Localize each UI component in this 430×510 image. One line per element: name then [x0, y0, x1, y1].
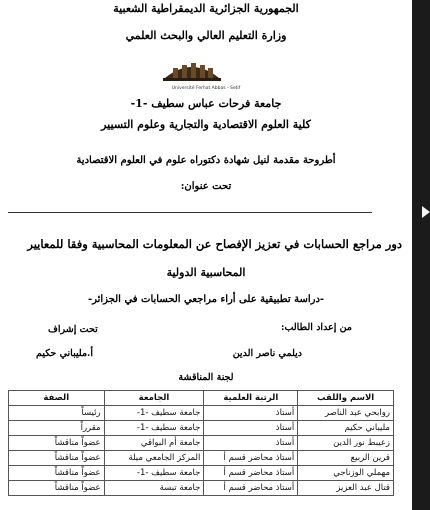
table-cell: مليباني حكيم [298, 421, 394, 436]
thesis-purpose: أطروحة مقدمة لنيل شهادة دكتوراه علوم في العلوم الاقتصادية [76, 155, 336, 166]
logo-caption: Université Ferhat Abbas - Setif [171, 86, 241, 91]
committee-heading: لجنة المناقشة [178, 372, 234, 383]
table-cell: جامعة سطيف -1- [104, 406, 204, 421]
university-name: جامعة فرحات عباس سطيف -1- [130, 97, 282, 110]
table-row [9, 466, 394, 481]
viewer-side-panel [412, 0, 430, 510]
table-row [9, 481, 394, 496]
column-header: الاسم واللقب [298, 391, 394, 406]
thesis-title-line2: المحاسبية الدولية [166, 266, 246, 279]
prepared-by-label: من إعداد الطالب: [280, 322, 352, 333]
table-cell: عضواً مناقشاً [9, 481, 105, 496]
under-title-label: تحت عنوان: [180, 181, 232, 192]
table-header-row [9, 391, 394, 406]
table-cell: جامعة سطيف -1- [104, 466, 204, 481]
supervisor-label: تحت إشراف [48, 324, 98, 335]
table-cell: أستاذ [204, 421, 298, 436]
table-cell: عضواً مناقشاً [9, 436, 105, 451]
column-header: الرتبة العلمية [204, 391, 298, 406]
table-cell: جامعة أم البواقي [104, 436, 204, 451]
table-cell: زعيبط نور الدين [298, 436, 394, 451]
table-cell: مقرراً [9, 421, 105, 436]
table-cell: جامعة تبسة [104, 481, 204, 496]
supervisor-name: أ.مليباني حكيم [36, 348, 93, 359]
mouse-cursor-icon [422, 206, 430, 218]
student-name: ديلمي ناصر الدين [232, 348, 302, 359]
column-header: الصفة [9, 391, 105, 406]
table-cell: روابحي عبد الناصر [298, 406, 394, 421]
table-row [9, 451, 394, 466]
faculty-name: كلية العلوم الاقتصادية والتجارية وعلوم التسيير [101, 118, 311, 131]
column-header: الجامعة [104, 391, 204, 406]
republic-heading: الجمهورية الجزائرية الديمقراطية الشعبية [113, 2, 299, 15]
committee-table [8, 390, 394, 496]
table-row [9, 436, 394, 451]
table-cell: قتال عبد العزيز [298, 481, 394, 496]
table-cell: أستاذ [204, 406, 298, 421]
table-cell: جامعة سطيف -1- [104, 421, 204, 436]
table-row [9, 406, 394, 421]
table-cell: أستاذ محاضر قسم أ [204, 466, 298, 481]
table-row [9, 421, 394, 436]
table-cell: أستاذ محاضر قسم أ [204, 481, 298, 496]
table-cell: عضواً مناقشاً [9, 466, 105, 481]
table-cell: مهملي الوزناجي [298, 466, 394, 481]
table-cell: قرين الربيع [298, 451, 394, 466]
thesis-title-line1: دور مراجع الحسابات في تعزيز الإفصاح عن المعلومات المحاسبية وفقا للمعايير [27, 237, 402, 251]
university-logo [155, 58, 229, 88]
title-divider [8, 212, 372, 213]
table-cell: رئيساً [9, 406, 105, 421]
table-cell: أستاذ محاضر قسم أ [204, 451, 298, 466]
table-cell: أستاذ [204, 436, 298, 451]
table-cell: المركز الجامعي ميلة [104, 451, 204, 466]
ministry-heading: وزارة التعليم العالي والبحث العلمي [125, 29, 287, 42]
table-cell: عضواً مناقشاً [9, 451, 105, 466]
thesis-subtitle: -دراسة تطبيقية على أراء مراجعي الحسابات في الجزائر- [87, 294, 325, 305]
